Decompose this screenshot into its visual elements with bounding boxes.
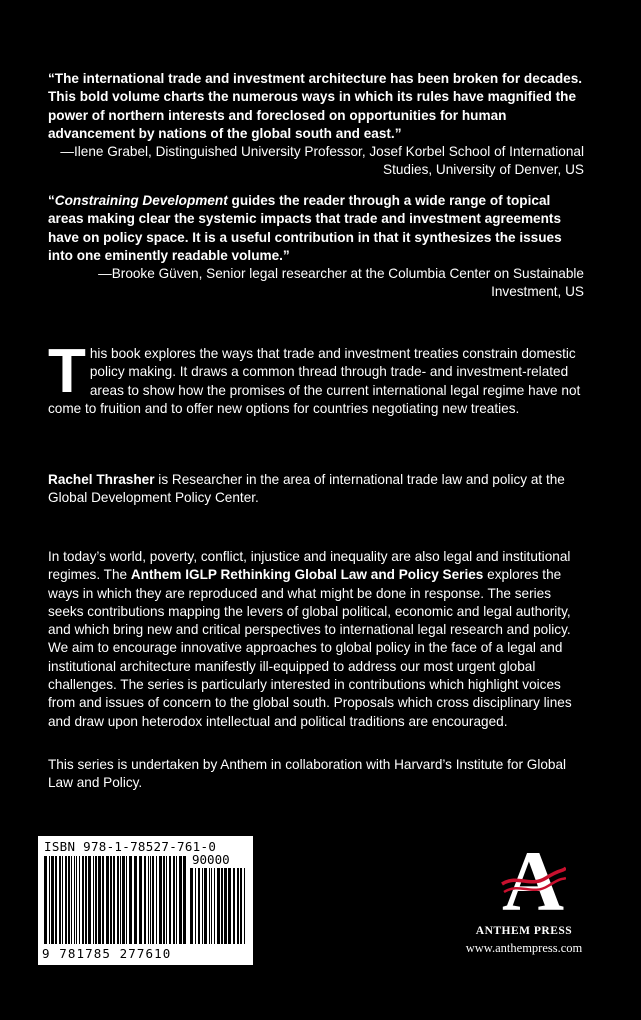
isbn-barcode xyxy=(38,836,253,965)
price-code: 90000 xyxy=(192,852,230,867)
endorsement-quote: “The international trade and investment architecture has been broken for decades. This bold volume charts the numerous ways in which its rules have magnified the power of northern interests and foreclosed on opportunities for human advancement by nations of the global south and east.” xyxy=(48,71,583,141)
endorsement-1 xyxy=(48,70,584,180)
author-bio xyxy=(48,471,588,508)
series-name: Anthem IGLP Rethinking Global Law and Policy Series xyxy=(130,567,484,583)
author-name: Rachel Thrasher xyxy=(48,472,155,487)
barcode-digits: 9 781785 277610 xyxy=(42,946,172,961)
author-bio-text: is Researcher in the area of international trade law and policy at the Global Development Policy Center. xyxy=(48,472,565,506)
publisher-url: www.anthempress.com xyxy=(465,941,583,955)
publisher-name: ANTHEM PRESS xyxy=(475,925,573,937)
anthem-press-logo-icon xyxy=(500,838,566,922)
book-description xyxy=(48,337,588,418)
book-title: Constraining Development xyxy=(54,193,228,208)
endorsement-quote: “Constraining Development guides the reader through a wide range of topical areas making clear the systemic impacts that trade and investment agreements have on policy space. It is a useful contribution in that it synthesizes the issues into one eminently readable volume.” xyxy=(48,193,562,263)
isbn-label: ISBN 978-1-78527-761-0 xyxy=(44,839,217,854)
description-text: his book explores the ways that trade and investment treaties constrain domestic policy making. It draws a common thread through trade- and investment-related areas to show how the promises of the current international legal regime have not come to fruition and to offer new options for countries negotiating new treaties. xyxy=(48,346,581,416)
barcode-bars-icon xyxy=(44,856,186,944)
endorsement-attribution: —Ilene Grabel, Distinguished University Professor, Josef Korbel School of International Studies, University of Denver, US xyxy=(60,144,584,178)
endorsement-attribution: —Brooke Güven, Senior legal researcher at the Columbia Center on Sustainable Investment, US xyxy=(98,266,584,300)
endorsement-2 xyxy=(48,192,584,302)
addon-barcode-bars-icon xyxy=(190,868,248,944)
logo-letter: A xyxy=(501,838,565,922)
series-collaboration: This series is undertaken by Anthem in collaboration with Harvard’s Institute for Global Law and Policy. xyxy=(48,757,567,791)
series-description: In today’s world, poverty, conflict, injustice and inequality are also legal and institutional regimes. The Anthem IGLP Rethinking Global Law and Policy Series explores the ways in which they are reproduced and what might be done in response. The series seeks contributions mapping the levers of global political, economic and legal authority, and which bring new and critical perspectives to international legal research and policy. We aim to encourage innovative approaches to global policy in the face of a legal and institutional architecture manifestly ill-equipped to address our most urgent global challenges. The series is particularly interested in contributions which highlight voices from and issues of concern to the global south. Proposals which cross disciplinary lines and draw upon heterodox intellectual and political traditions are encouraged. xyxy=(48,549,572,729)
drop-cap: T xyxy=(48,337,86,406)
